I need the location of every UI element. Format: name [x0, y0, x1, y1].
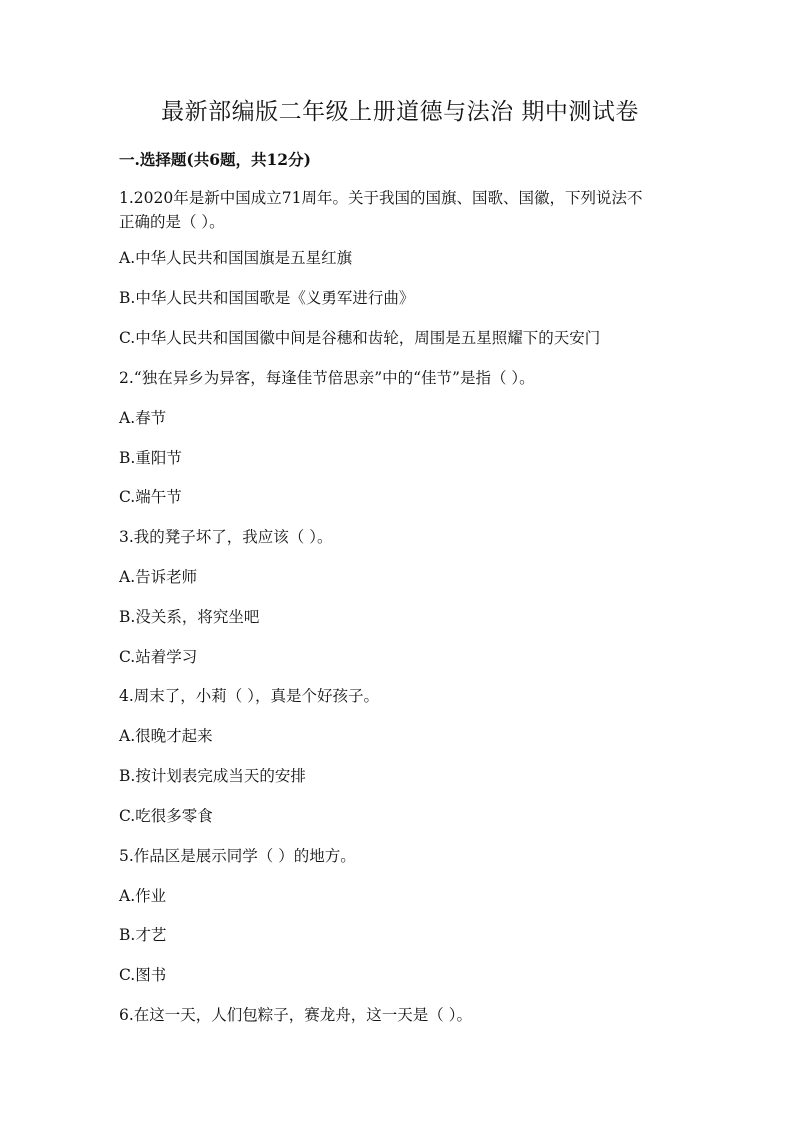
question-5-option-c: C.图书 — [119, 966, 167, 984]
question-2-stem: 2.“独在异乡为异客，每逢佳节倍思亲”中的“佳节”是指（ ）。 — [119, 369, 535, 387]
page-title: 最新部编版二年级上册道德与法治 期中测试卷 — [161, 99, 639, 125]
question-3-option-c: C.站着学习 — [119, 648, 198, 666]
question-3-stem: 3.我的凳子坏了，我应该（ ）。 — [119, 528, 333, 546]
question-5-option-b: B.才艺 — [119, 926, 167, 944]
section-heading: 一.选择题(共6题，共12分) — [119, 150, 311, 169]
question-4-option-b: B.按计划表完成当天的安排 — [119, 767, 306, 785]
question-1-stem-line-2: 正确的是（ ）。 — [119, 213, 225, 231]
question-1-option-b: B.中华人民共和国国歌是《义勇军进行曲》 — [119, 289, 415, 307]
question-3-option-a: A.告诉老师 — [119, 568, 198, 586]
question-5-stem: 5.作品区是展示同学（ ）的地方。 — [119, 847, 356, 865]
question-5-option-a: A.作业 — [119, 887, 167, 905]
question-3-option-b: B.没关系，将究坐吧 — [119, 608, 260, 626]
question-2-option-a: A.春节 — [119, 409, 167, 427]
question-6-stem: 6.在这一天，人们包粽子，赛龙舟，这一天是（ ）。 — [119, 1006, 472, 1024]
question-2-option-c: C.端午节 — [119, 488, 182, 506]
question-4-option-c: C.吃很多零食 — [119, 807, 213, 825]
question-1-stem-line-1: 1.2020年是新中国成立71周年。关于我国的国旗、国歌、国徽，下列说法不 — [119, 189, 643, 207]
question-1-option-c: C.中华人民共和国国徽中间是谷穗和齿轮，周围是五星照耀下的天安门 — [119, 329, 601, 347]
question-4-stem: 4.周末了，小莉（ ），真是个好孩子。 — [119, 687, 379, 705]
question-1-option-a: A.中华人民共和国国旗是五星红旗 — [119, 249, 353, 267]
question-2-option-b: B.重阳节 — [119, 449, 182, 467]
question-4-option-a: A.很晚才起来 — [119, 727, 213, 745]
